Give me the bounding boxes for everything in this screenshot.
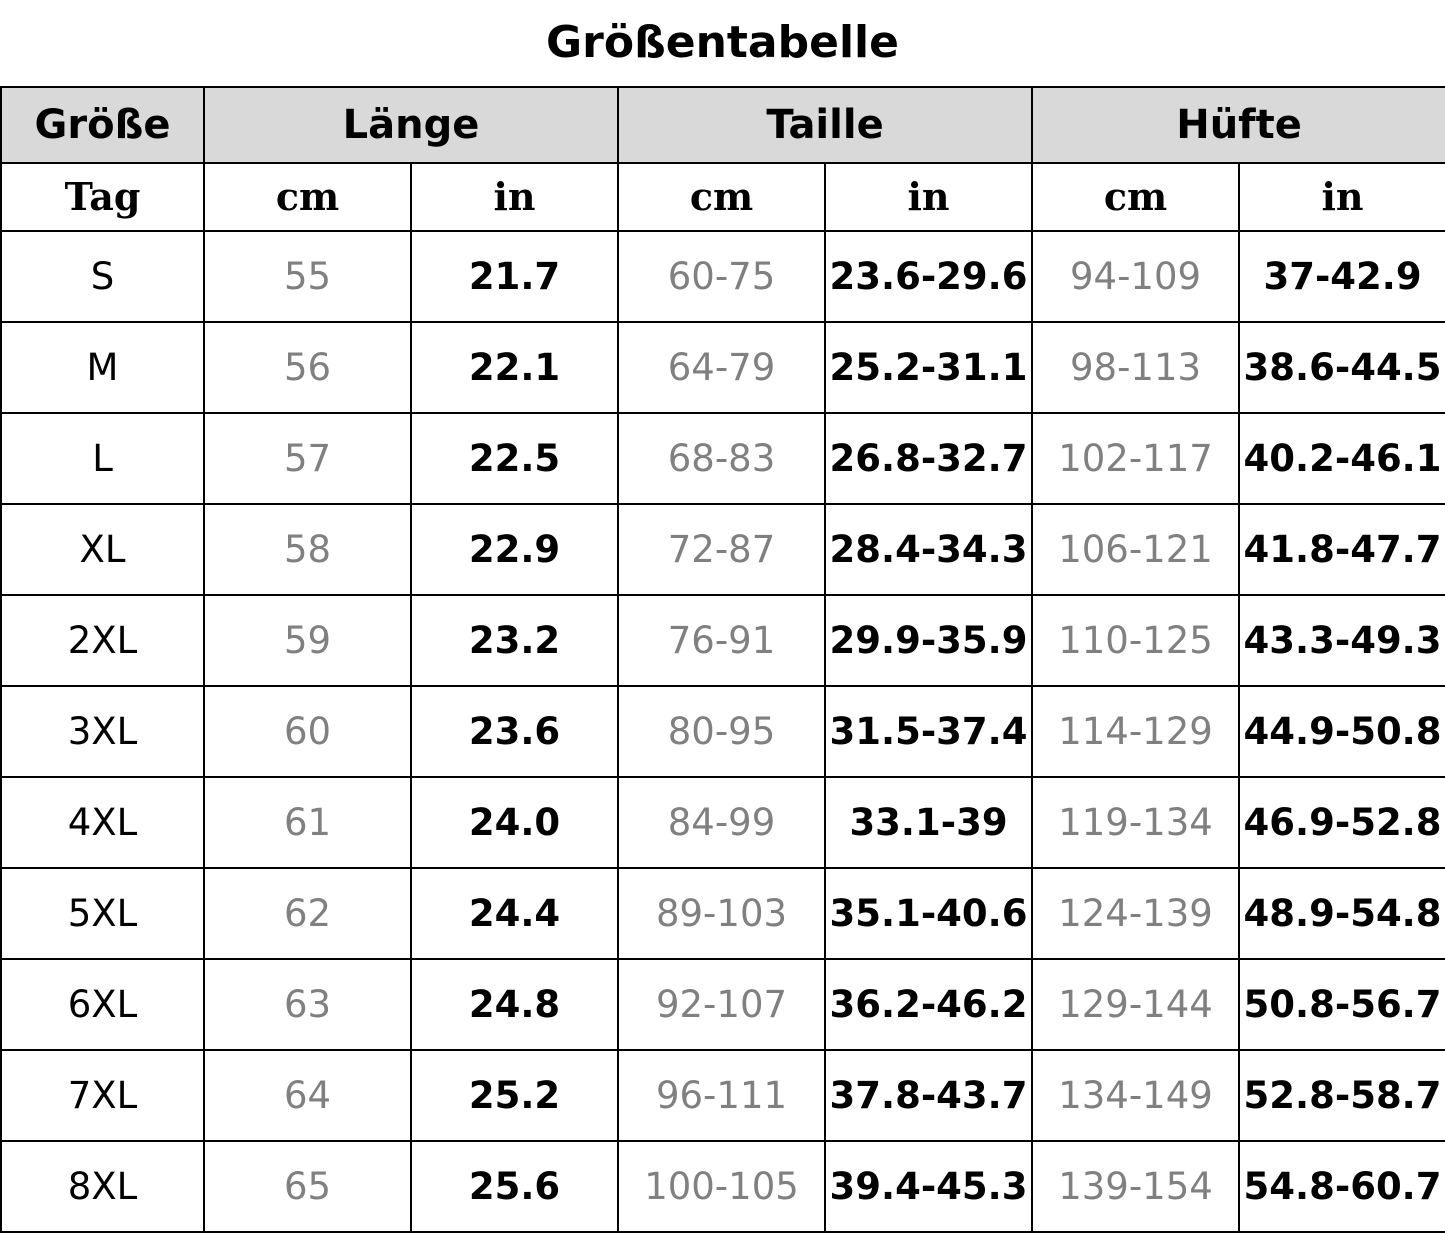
cell-waist-cm: 92-107 xyxy=(618,959,825,1050)
cell-waist-in: 39.4-45.3 xyxy=(825,1141,1032,1232)
cell-waist-in: 23.6-29.6 xyxy=(825,231,1032,322)
unit-header-hip-cm: cm xyxy=(1032,163,1239,231)
cell-hip-cm: 98-113 xyxy=(1032,322,1239,413)
cell-length-cm: 62 xyxy=(204,868,411,959)
cell-length-cm: 61 xyxy=(204,777,411,868)
cell-waist-cm: 84-99 xyxy=(618,777,825,868)
cell-hip-in: 46.9-52.8 xyxy=(1239,777,1445,868)
table-row xyxy=(1,1050,1445,1141)
cell-length-in: 23.6 xyxy=(411,686,618,777)
cell-waist-cm: 76-91 xyxy=(618,595,825,686)
table-row xyxy=(1,686,1445,777)
cell-length-in: 21.7 xyxy=(411,231,618,322)
cell-length-in: 22.1 xyxy=(411,322,618,413)
cell-waist-in: 28.4-34.3 xyxy=(825,504,1032,595)
group-header-hip: Hüfte xyxy=(1032,87,1445,163)
cell-waist-in: 36.2-46.2 xyxy=(825,959,1032,1050)
unit-header-length-cm: cm xyxy=(204,163,411,231)
table-row xyxy=(1,1141,1445,1232)
cell-waist-in: 35.1-40.6 xyxy=(825,868,1032,959)
cell-waist-cm: 100-105 xyxy=(618,1141,825,1232)
cell-waist-cm: 60-75 xyxy=(618,231,825,322)
cell-hip-in: 54.8-60.7 xyxy=(1239,1141,1445,1232)
cell-waist-cm: 68-83 xyxy=(618,413,825,504)
cell-length-in: 23.2 xyxy=(411,595,618,686)
unit-header-row xyxy=(1,163,1445,231)
table-row xyxy=(1,868,1445,959)
cell-tag: XL xyxy=(1,504,204,595)
cell-hip-in: 38.6-44.5 xyxy=(1239,322,1445,413)
cell-hip-cm: 129-144 xyxy=(1032,959,1239,1050)
table-row xyxy=(1,413,1445,504)
page-title: Größentabelle xyxy=(546,17,899,68)
cell-length-cm: 56 xyxy=(204,322,411,413)
group-header-row xyxy=(1,87,1445,163)
cell-waist-cm: 72-87 xyxy=(618,504,825,595)
unit-header-length-in: in xyxy=(411,163,618,231)
cell-length-in: 24.0 xyxy=(411,777,618,868)
cell-hip-cm: 134-149 xyxy=(1032,1050,1239,1141)
unit-header-tag: Tag xyxy=(1,163,204,231)
cell-hip-cm: 114-129 xyxy=(1032,686,1239,777)
cell-waist-in: 33.1-39 xyxy=(825,777,1032,868)
unit-header-waist-in: in xyxy=(825,163,1032,231)
cell-waist-in: 31.5-37.4 xyxy=(825,686,1032,777)
cell-tag: 5XL xyxy=(1,868,204,959)
cell-tag: 4XL xyxy=(1,777,204,868)
cell-hip-in: 40.2-46.1 xyxy=(1239,413,1445,504)
table-row xyxy=(1,959,1445,1050)
cell-hip-cm: 110-125 xyxy=(1032,595,1239,686)
table-row xyxy=(1,504,1445,595)
cell-hip-in: 41.8-47.7 xyxy=(1239,504,1445,595)
cell-waist-cm: 80-95 xyxy=(618,686,825,777)
cell-waist-in: 26.8-32.7 xyxy=(825,413,1032,504)
cell-length-cm: 55 xyxy=(204,231,411,322)
cell-tag: 3XL xyxy=(1,686,204,777)
size-table xyxy=(0,86,1445,1233)
table-row xyxy=(1,595,1445,686)
cell-waist-cm: 89-103 xyxy=(618,868,825,959)
unit-header-waist-cm: cm xyxy=(618,163,825,231)
cell-hip-cm: 94-109 xyxy=(1032,231,1239,322)
cell-waist-in: 25.2-31.1 xyxy=(825,322,1032,413)
cell-tag: 7XL xyxy=(1,1050,204,1141)
cell-hip-cm: 106-121 xyxy=(1032,504,1239,595)
cell-hip-in: 52.8-58.7 xyxy=(1239,1050,1445,1141)
table-row xyxy=(1,231,1445,322)
cell-waist-in: 29.9-35.9 xyxy=(825,595,1032,686)
cell-length-in: 22.5 xyxy=(411,413,618,504)
group-header-waist: Taille xyxy=(618,87,1032,163)
cell-hip-cm: 124-139 xyxy=(1032,868,1239,959)
cell-hip-in: 48.9-54.8 xyxy=(1239,868,1445,959)
group-header-size: Größe xyxy=(1,87,204,163)
cell-hip-cm: 139-154 xyxy=(1032,1141,1239,1232)
cell-tag: 6XL xyxy=(1,959,204,1050)
cell-length-cm: 60 xyxy=(204,686,411,777)
cell-length-in: 25.2 xyxy=(411,1050,618,1141)
cell-length-in: 24.8 xyxy=(411,959,618,1050)
cell-waist-in: 37.8-43.7 xyxy=(825,1050,1032,1141)
cell-waist-cm: 64-79 xyxy=(618,322,825,413)
cell-length-cm: 59 xyxy=(204,595,411,686)
cell-length-in: 22.9 xyxy=(411,504,618,595)
cell-length-cm: 64 xyxy=(204,1050,411,1141)
cell-length-cm: 63 xyxy=(204,959,411,1050)
cell-length-in: 25.6 xyxy=(411,1141,618,1232)
table-header xyxy=(1,87,1445,231)
table-body xyxy=(1,231,1445,1232)
table-row xyxy=(1,322,1445,413)
group-header-length: Länge xyxy=(204,87,618,163)
table-row xyxy=(1,777,1445,868)
cell-tag: M xyxy=(1,322,204,413)
cell-length-cm: 65 xyxy=(204,1141,411,1232)
cell-length-cm: 57 xyxy=(204,413,411,504)
cell-hip-in: 50.8-56.7 xyxy=(1239,959,1445,1050)
cell-tag: 8XL xyxy=(1,1141,204,1232)
cell-hip-cm: 119-134 xyxy=(1032,777,1239,868)
cell-hip-in: 43.3-49.3 xyxy=(1239,595,1445,686)
cell-hip-in: 37-42.9 xyxy=(1239,231,1445,322)
cell-hip-in: 44.9-50.8 xyxy=(1239,686,1445,777)
cell-length-cm: 58 xyxy=(204,504,411,595)
cell-waist-cm: 96-111 xyxy=(618,1050,825,1141)
cell-tag: S xyxy=(1,231,204,322)
cell-tag: 2XL xyxy=(1,595,204,686)
cell-tag: L xyxy=(1,413,204,504)
cell-length-in: 24.4 xyxy=(411,868,618,959)
cell-hip-cm: 102-117 xyxy=(1032,413,1239,504)
unit-header-hip-in: in xyxy=(1239,163,1445,231)
